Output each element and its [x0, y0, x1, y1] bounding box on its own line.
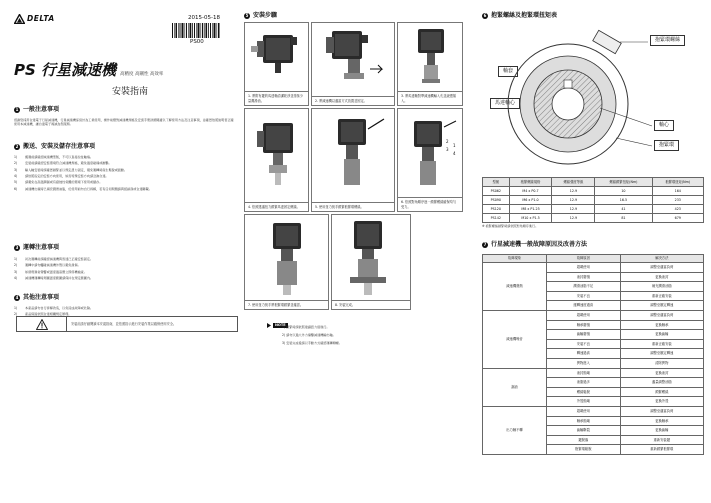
table-cell: 41 — [595, 205, 652, 214]
torque-table — [482, 177, 704, 223]
table-row — [483, 263, 704, 273]
note-item: 3) 安裝完成後請以手動方式確認運轉順暢。 — [282, 341, 342, 346]
label-shaft: 軸心 — [654, 120, 674, 131]
barcode-graphic — [172, 23, 220, 38]
ring-diagram — [480, 22, 705, 172]
ring-tighten-illustration — [245, 215, 330, 299]
doc-code: PS00 — [190, 39, 204, 45]
install-step-8 — [331, 214, 411, 310]
table-header-row — [483, 178, 704, 187]
table-cell: PS062 — [483, 187, 510, 196]
table-cell: 故障原因 — [547, 255, 621, 263]
table-cell: PS090 — [483, 196, 510, 205]
step-caption: 6. 依照對角順序逐一鎖緊螺絲確保均勻受力。 — [398, 197, 462, 211]
table-cell: 調整至適當負荷 — [620, 263, 703, 273]
warning-box — [16, 316, 238, 332]
table-cell: 故障現象 — [483, 255, 547, 263]
table-cell: M6 x P1.0 — [509, 196, 552, 205]
list-item: 6) 減速機出廠時已填充潤滑油脂，於使用前勿自行拆解，若有任何問題請與經銷商或台達聯繫。 — [14, 186, 152, 191]
sequence-number-3: 3 — [446, 147, 449, 152]
table-cell: 調整至額定轉速 — [620, 301, 703, 311]
install-step-2 — [311, 22, 395, 106]
table-cell: M4 x P0.7 — [509, 187, 552, 196]
table-cell: 重新鎖緊抱緊環 — [620, 445, 703, 455]
note-label: NOTE — [275, 323, 286, 328]
table-cell: 油封損壞 — [547, 368, 621, 378]
table-cell: 安裝不良 — [547, 339, 621, 349]
table-cell: 漏油 — [483, 368, 547, 406]
table-cell: 轉速過高 — [547, 349, 621, 359]
table-cell: 抱緊環鬆脫 — [547, 445, 621, 455]
sequence-number-1: 1 — [453, 143, 456, 148]
table-cell: 出力軸不轉 — [483, 406, 547, 454]
table-cell: 型號 — [483, 178, 510, 187]
delta-triangle-icon — [14, 14, 25, 24]
table-cell: 運轉速度過高 — [547, 301, 621, 311]
brand-name: DELTA — [27, 13, 55, 23]
table-row — [483, 406, 704, 416]
warning-icon-cell — [17, 317, 67, 331]
table-cell: 超載使用 — [547, 406, 621, 416]
label-screw: 抱緊環螺絲 — [650, 35, 685, 46]
table-row — [483, 187, 704, 196]
title-text: PS 行星減速機 — [14, 61, 117, 79]
install-step-5 — [311, 108, 395, 212]
warning-text: 安裝前請仔細閱讀本安裝指南，並依照指示進行安裝作業以確保使用安全。 — [71, 321, 177, 326]
table-cell: 更換齒輪 — [620, 330, 703, 340]
fault-title: 7 行星減速機一般故障原因及改善方法 — [483, 241, 588, 248]
table-cell: 超載使用 — [547, 263, 621, 273]
gearbox-placement-illustration — [312, 23, 396, 89]
table-cell: 更換外殼 — [620, 397, 703, 407]
step-caption: 5. 使用扭力扳手鎖緊抱緊環螺絲。 — [312, 202, 394, 211]
table-cell: 軸承損壞 — [547, 416, 621, 426]
bullet-4: 4 — [15, 295, 19, 301]
torque-wrench-illustration — [312, 109, 396, 195]
table-cell: 10 — [595, 187, 652, 196]
table-cell: PS120 — [483, 205, 510, 214]
bullet-6: 6 — [483, 13, 487, 19]
table-cell: 油脂過多 — [547, 378, 621, 388]
section-general-text: 感謝您採用台達電子行星減速機，行星減速機係設計為工業使用，操作前應對減速機規格及安裝手冊詳細閱讀以了解使用方法及注意事項，並確實依照說明書正確使用本減速機，讓台達電子竭誠為您服務。 — [14, 118, 234, 127]
step-caption: 2. 將減速機以適當方式放置並固定。 — [312, 96, 394, 105]
table-cell: M8 x P1.25 — [509, 205, 552, 214]
table-row — [483, 214, 704, 223]
diagram-title: 6 抱緊螺絲及抱緊環扭矩表 — [483, 12, 558, 19]
table-header-row — [483, 255, 704, 263]
table-cell: 軸承磨損 — [547, 320, 621, 330]
list-item: 1) 本產品請勿自行拆解改造，以免造成故障或危險。 — [14, 306, 94, 310]
table-cell: 齒輪斷裂 — [547, 426, 621, 436]
table-cell: 適量調整油脂 — [620, 378, 703, 388]
table-row — [483, 205, 704, 214]
table-cell: 423 — [652, 205, 703, 214]
delta-logo — [14, 14, 64, 24]
table-cell: 鍵脫落 — [547, 435, 621, 445]
table-cell: 679 — [652, 214, 703, 223]
table-row — [483, 310, 704, 320]
transport-list — [14, 155, 236, 193]
table-cell: 12.9 — [552, 214, 595, 223]
table-cell: 更換齒輪 — [620, 426, 703, 436]
table-cell: 調整至額定轉速 — [620, 349, 703, 359]
table-cell: 重新正確安裝 — [620, 291, 703, 301]
table-cell: 更換軸承 — [620, 416, 703, 426]
install-notes — [262, 322, 462, 346]
sequence-number-4: 4 — [453, 151, 456, 156]
table-cell: 抱緊環扭矩(Nm) — [652, 178, 703, 187]
section-general-title: 1 一般注意事項 — [15, 106, 60, 113]
table-cell: 油封磨損 — [547, 272, 621, 282]
guide-title: 安裝指南 — [111, 87, 148, 97]
table-cell: 12.9 — [552, 196, 595, 205]
section-other-title: 4 其他注意事項 — [15, 294, 60, 301]
table-cell: 調整至適當負荷 — [620, 406, 703, 416]
table-cell: 異物進入 — [547, 358, 621, 368]
table-row — [483, 368, 704, 378]
bullet-1: 1 — [15, 107, 19, 113]
list-item: 1) 搬運前請確認減速機型號，不可以直接拉扯軸端。 — [14, 155, 94, 159]
install-step-3 — [397, 22, 463, 106]
bolt-sequence-illustration — [398, 109, 464, 195]
install-step-7 — [244, 214, 329, 310]
table-cell: 安裝不良 — [547, 291, 621, 301]
table-cell: 減速機噪音 — [483, 310, 547, 368]
table-cell: 鎖緊螺絲 — [620, 387, 703, 397]
list-item: 2) 安裝前請確認安裝環境符合減速機規格，避免過度碰撞或衝擊。 — [14, 161, 112, 166]
doc-date: 2015-05-18 — [188, 15, 220, 21]
table-cell: M10 x P1.5 — [509, 214, 552, 223]
install-step-1 — [244, 22, 309, 106]
motor-shaft-illustration — [245, 23, 310, 89]
completed-assembly-illustration — [332, 215, 412, 299]
table-cell: 螺絲強度等級 — [552, 178, 595, 187]
table-cell: 解決方法 — [620, 255, 703, 263]
table-cell: 超載使用 — [547, 310, 621, 320]
table-cell: PS142 — [483, 214, 510, 223]
bullet-5: 5 — [245, 13, 249, 19]
list-item: 2) 運轉中請勿觸碰減速機外殼以避免燙傷。 — [14, 263, 81, 268]
table-cell: 螺絲鎖緊扭矩(Nm) — [595, 178, 652, 187]
section-operation-title: 3 運轉注意事項 — [15, 244, 60, 251]
barcode — [172, 23, 220, 38]
table-cell: 齒輪磨損 — [547, 330, 621, 340]
table-cell: 抱緊螺絲規格 — [509, 178, 552, 187]
subtitle-text: 高精度 高剛性 高效率 — [120, 72, 164, 77]
list-item: 2) 產品保固依照台達相關規定辦理。 — [14, 312, 72, 317]
install-step-6 — [397, 108, 463, 212]
step-caption: 7. 使用扭力扳手將抱緊環鎖緊並確認。 — [245, 300, 328, 309]
step-caption: 8. 安裝完成。 — [332, 300, 410, 309]
sequence-number-2: 2 — [446, 139, 449, 144]
bullet-7: 7 — [483, 242, 487, 248]
list-item: 4) 減速機運轉時周圍溫度範圍請保持在規定範圍內。 — [14, 276, 94, 281]
table-cell: 重新安裝鍵 — [620, 435, 703, 445]
install-title: 5 安裝步驟 — [245, 12, 278, 19]
fault-table — [482, 254, 704, 455]
table-cell: 補充潤滑油脂 — [620, 282, 703, 292]
shaft-insert-illustration — [398, 23, 464, 89]
label-ring: 抱緊環 — [654, 140, 679, 151]
table-cell: 潤滑油脂不足 — [547, 282, 621, 292]
table-cell: 減速機發熱 — [483, 263, 547, 311]
list-item: 3) 如發現異常聲響或溫度過高應立即停機檢查。 — [14, 269, 87, 274]
label-center: 馬達軸心 — [490, 98, 520, 109]
table-cell: 12.9 — [552, 187, 595, 196]
list-item: 5) 請避免在高溫潮濕或有腐蝕性氣體的環境下使用或儲存。 — [14, 180, 103, 185]
table-cell: 外殼損壞 — [547, 397, 621, 407]
table-cell: 12.9 — [552, 205, 595, 214]
operation-list — [14, 257, 236, 282]
table-cell: 更換油封 — [620, 272, 703, 282]
table-cell: 螺絲鬆脫 — [547, 387, 621, 397]
table-cell: 調整至適當負荷 — [620, 310, 703, 320]
note-item: 1) 鎖緊時請依照建議扭力值進行。 — [282, 325, 330, 329]
torque-table-note: ※ 抱緊螺絲鎖緊時請依照對角順序進行。 — [482, 224, 539, 228]
section-transport-title: 2 搬送、安裝及儲存注意事項 — [15, 143, 96, 150]
note-item: 2) 請勿以過大外力撞擊減速機輸出軸。 — [282, 333, 336, 338]
note-hand-icon — [262, 322, 271, 329]
bullet-2: 2 — [15, 144, 19, 150]
table-cell: 16.5 — [595, 196, 652, 205]
table-row — [483, 196, 704, 205]
install-step-4 — [244, 108, 309, 212]
list-item: 3) 輸入軸安裝時請確實鎖緊並以規定扭力固定，避免運轉時產生鬆脫或振動。 — [14, 167, 128, 172]
label-seat: 軸套 — [498, 66, 518, 77]
bullet-3: 3 — [15, 245, 19, 251]
step-caption: 3. 將馬達軸對準減速機輸入孔並緩慢插入。 — [398, 91, 462, 105]
motor-screws-illustration — [245, 109, 310, 195]
table-cell: 81 — [595, 214, 652, 223]
product-title — [14, 60, 163, 80]
list-item: 4) 請依照指定的安裝方向使用，如需特殊安裝方向請洽詢台達。 — [14, 174, 109, 179]
table-cell: 重新正確安裝 — [620, 339, 703, 349]
table-cell: 清除異物 — [620, 358, 703, 368]
table-cell: 更換油封 — [620, 368, 703, 378]
step-caption: 1. 將附有鍵的馬達軸清潔乾淨並塗抹少量潤滑油。 — [245, 91, 308, 105]
step-caption: 4. 依照建議扭力鎖緊馬達固定螺絲。 — [245, 202, 308, 211]
list-item: 1) 初次運轉前請確認減速機與馬達已正確安裝固定。 — [14, 257, 94, 261]
warning-icon — [36, 319, 48, 330]
table-cell: 164 — [652, 187, 703, 196]
table-cell: 更換軸承 — [620, 320, 703, 330]
table-cell: 233 — [652, 196, 703, 205]
